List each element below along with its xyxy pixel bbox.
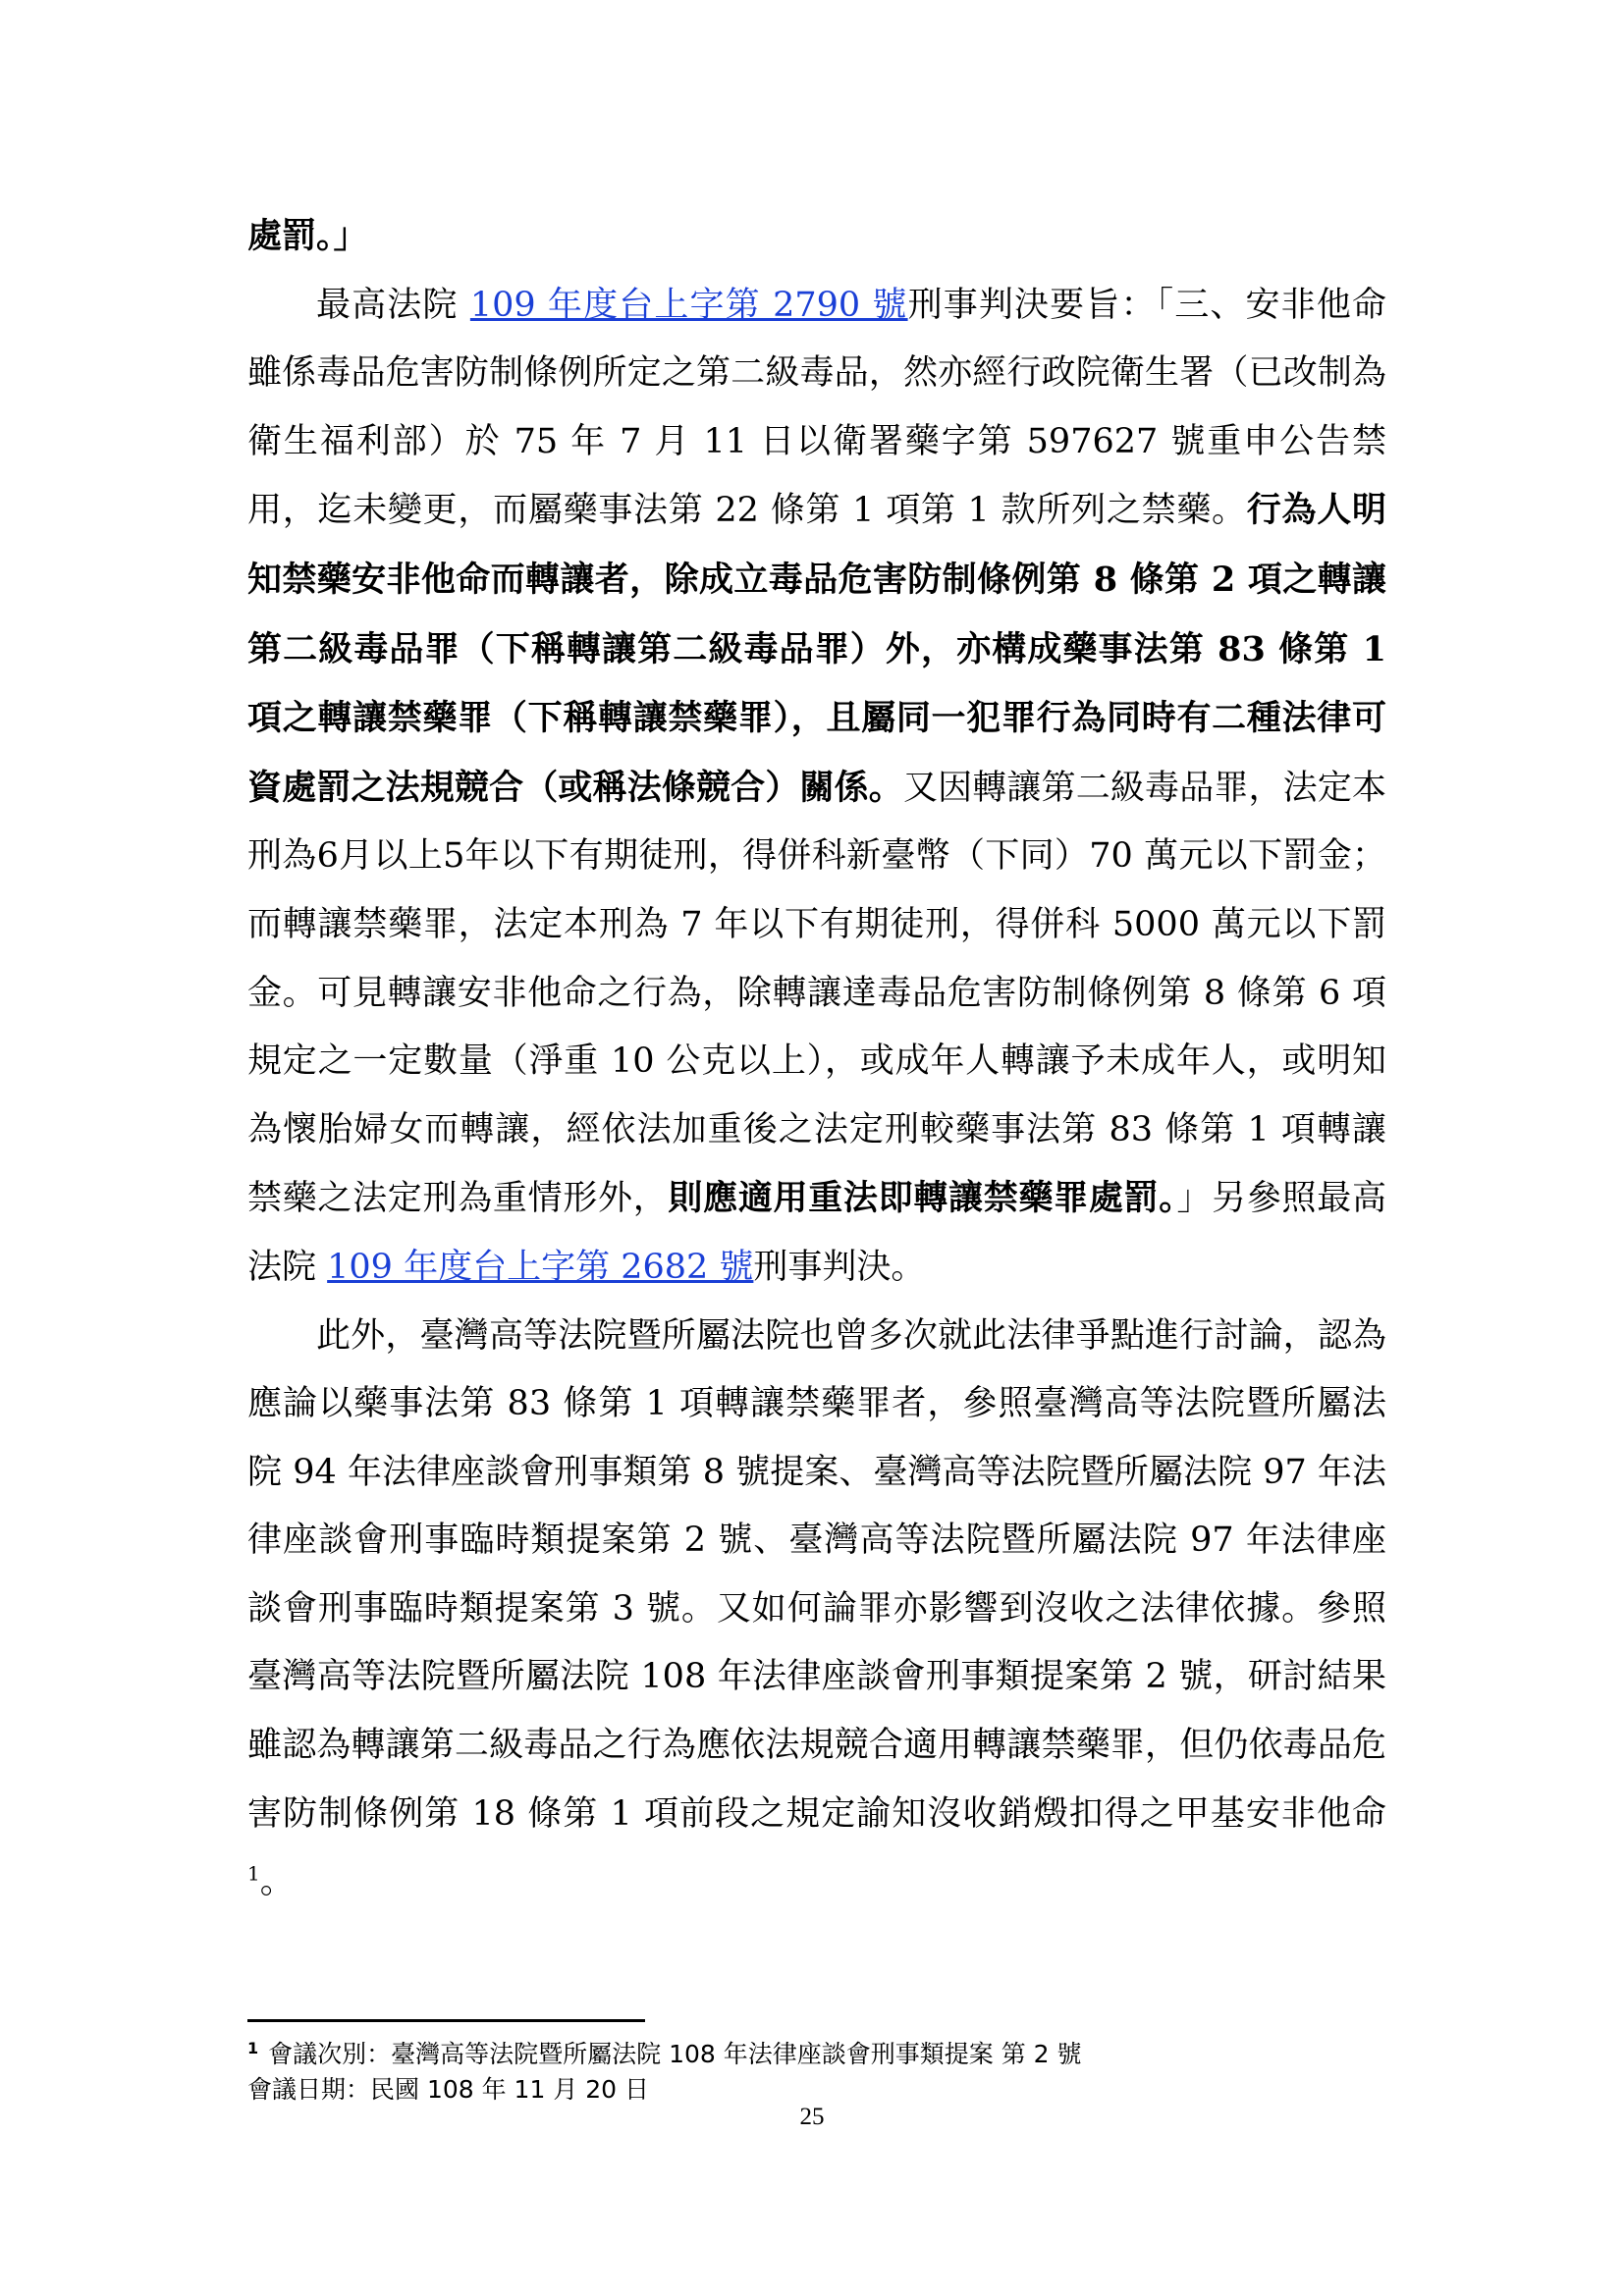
lead-fragment [247, 202, 1386, 272]
footnote-separator [247, 2019, 645, 2022]
lead-fragment-text: 處罰。」 [247, 216, 368, 256]
footnote-line-1 [247, 2037, 1386, 2072]
footnote-reference[interactable]: 1 [247, 1861, 260, 1886]
p1-text-1: 最高法院 [316, 285, 470, 325]
footnote [247, 2037, 1386, 2108]
body-text [247, 202, 1386, 1917]
page-number: 25 [799, 2104, 825, 2130]
p1-bold-2: 則應適用重法即轉讓禁藥罪處罰。 [668, 1178, 1177, 1219]
footnote-number: 1 [247, 2038, 259, 2057]
paragraph-1 [247, 272, 1386, 1303]
judgment-link-2682[interactable]: 109 年度台上字第 2682 號 [327, 1247, 754, 1287]
footnote-line-2 [247, 2072, 1386, 2108]
p1-bold-1: 行為人明知禁藥安非他命而轉讓者，除成立毒品危害防制條例第 8 條第 2 項之轉讓第二級毒品罪（下稱轉讓第二級毒品罪）外，亦構成藥事法第 83 條第 1 項之轉讓禁藥罪（下稱轉讓禁藥罪），且屬同一犯罪行為同時有二種法律可資處罰之法規競合（或稱法條競合）關係。 [247, 490, 1386, 808]
footnote-text-1: 會議次別：臺灣高等法院暨所屬法院 108 年法律座談會刑事類提案 第 2 號 [268, 2040, 1082, 2068]
p1-text-3: 又因轉讓第二級毒品罪，法定本刑為6月以上5年以下有期徒刑，得併科新臺幣（下同）70 萬元以下罰金；而轉讓禁藥罪，法定本刑為 7 年以下有期徒刑，得併科 5000 萬元以下罰金。可見轉讓安非他命之行為，除轉讓達毒品危害防制條例第 8 條第 6 項規定之一定數量（淨重 10 公克以上），或成年人轉讓予未成年人，或明知為懷胎婦女而轉讓，經依法加重後之法定刑較藥事法第 83 條第 1 項轉讓禁藥之法定刑為重情形外， [247, 768, 1386, 1219]
paragraph-2 [247, 1303, 1386, 1917]
footnote-text-2: 會議日期：民國 108 年 11 月 20 日 [247, 2075, 650, 2104]
p2-tail: 。 [259, 1862, 295, 1902]
p1-text-2: 刑事判決要旨：「三、安非他命雖係毒品危害防制條例所定之第二級毒品，然亦經行政院衛生署（已改制為衛生福利部）於 75 年 7 月 11 日以衛署藥字第 597627 號重申公告禁用，迄未變更，而屬藥事法第 22 條第 1 項第 1 款所列之禁藥。 [247, 285, 1386, 531]
p2-text: 此外，臺灣高等法院暨所屬法院也曾多次就此法律爭點進行討論，認為應論以藥事法第 83 條第 1 項轉讓禁藥罪者，參照臺灣高等法院暨所屬法院 94 年法律座談會刑事類第 8 號提案、臺灣高等法院暨所屬法院 97 年法律座談會刑事臨時類提案第 2 號、臺灣高等法院暨所屬法院 97 年法律座談會刑事臨時類提案第 3 號。又如何論罪亦影響到沒收之法律依據。參照臺灣高等法院暨所屬法院 108 年法律座談會刑事類提案第 2 號，研討結果雖認為轉讓第二級毒品之行為應依法規競合適用轉讓禁藥罪，但仍依毒品危害防制條例第 18 條第 1 項前段之規定諭知沒收銷燬扣得之甲基安非他命 [247, 1315, 1386, 1834]
judgment-link-2790[interactable]: 109 年度台上字第 2790 號 [469, 285, 908, 325]
p1-text-4: 」另參照最高法院 [247, 1179, 1386, 1287]
p1-text-5: 刑事判決。 [753, 1247, 926, 1287]
